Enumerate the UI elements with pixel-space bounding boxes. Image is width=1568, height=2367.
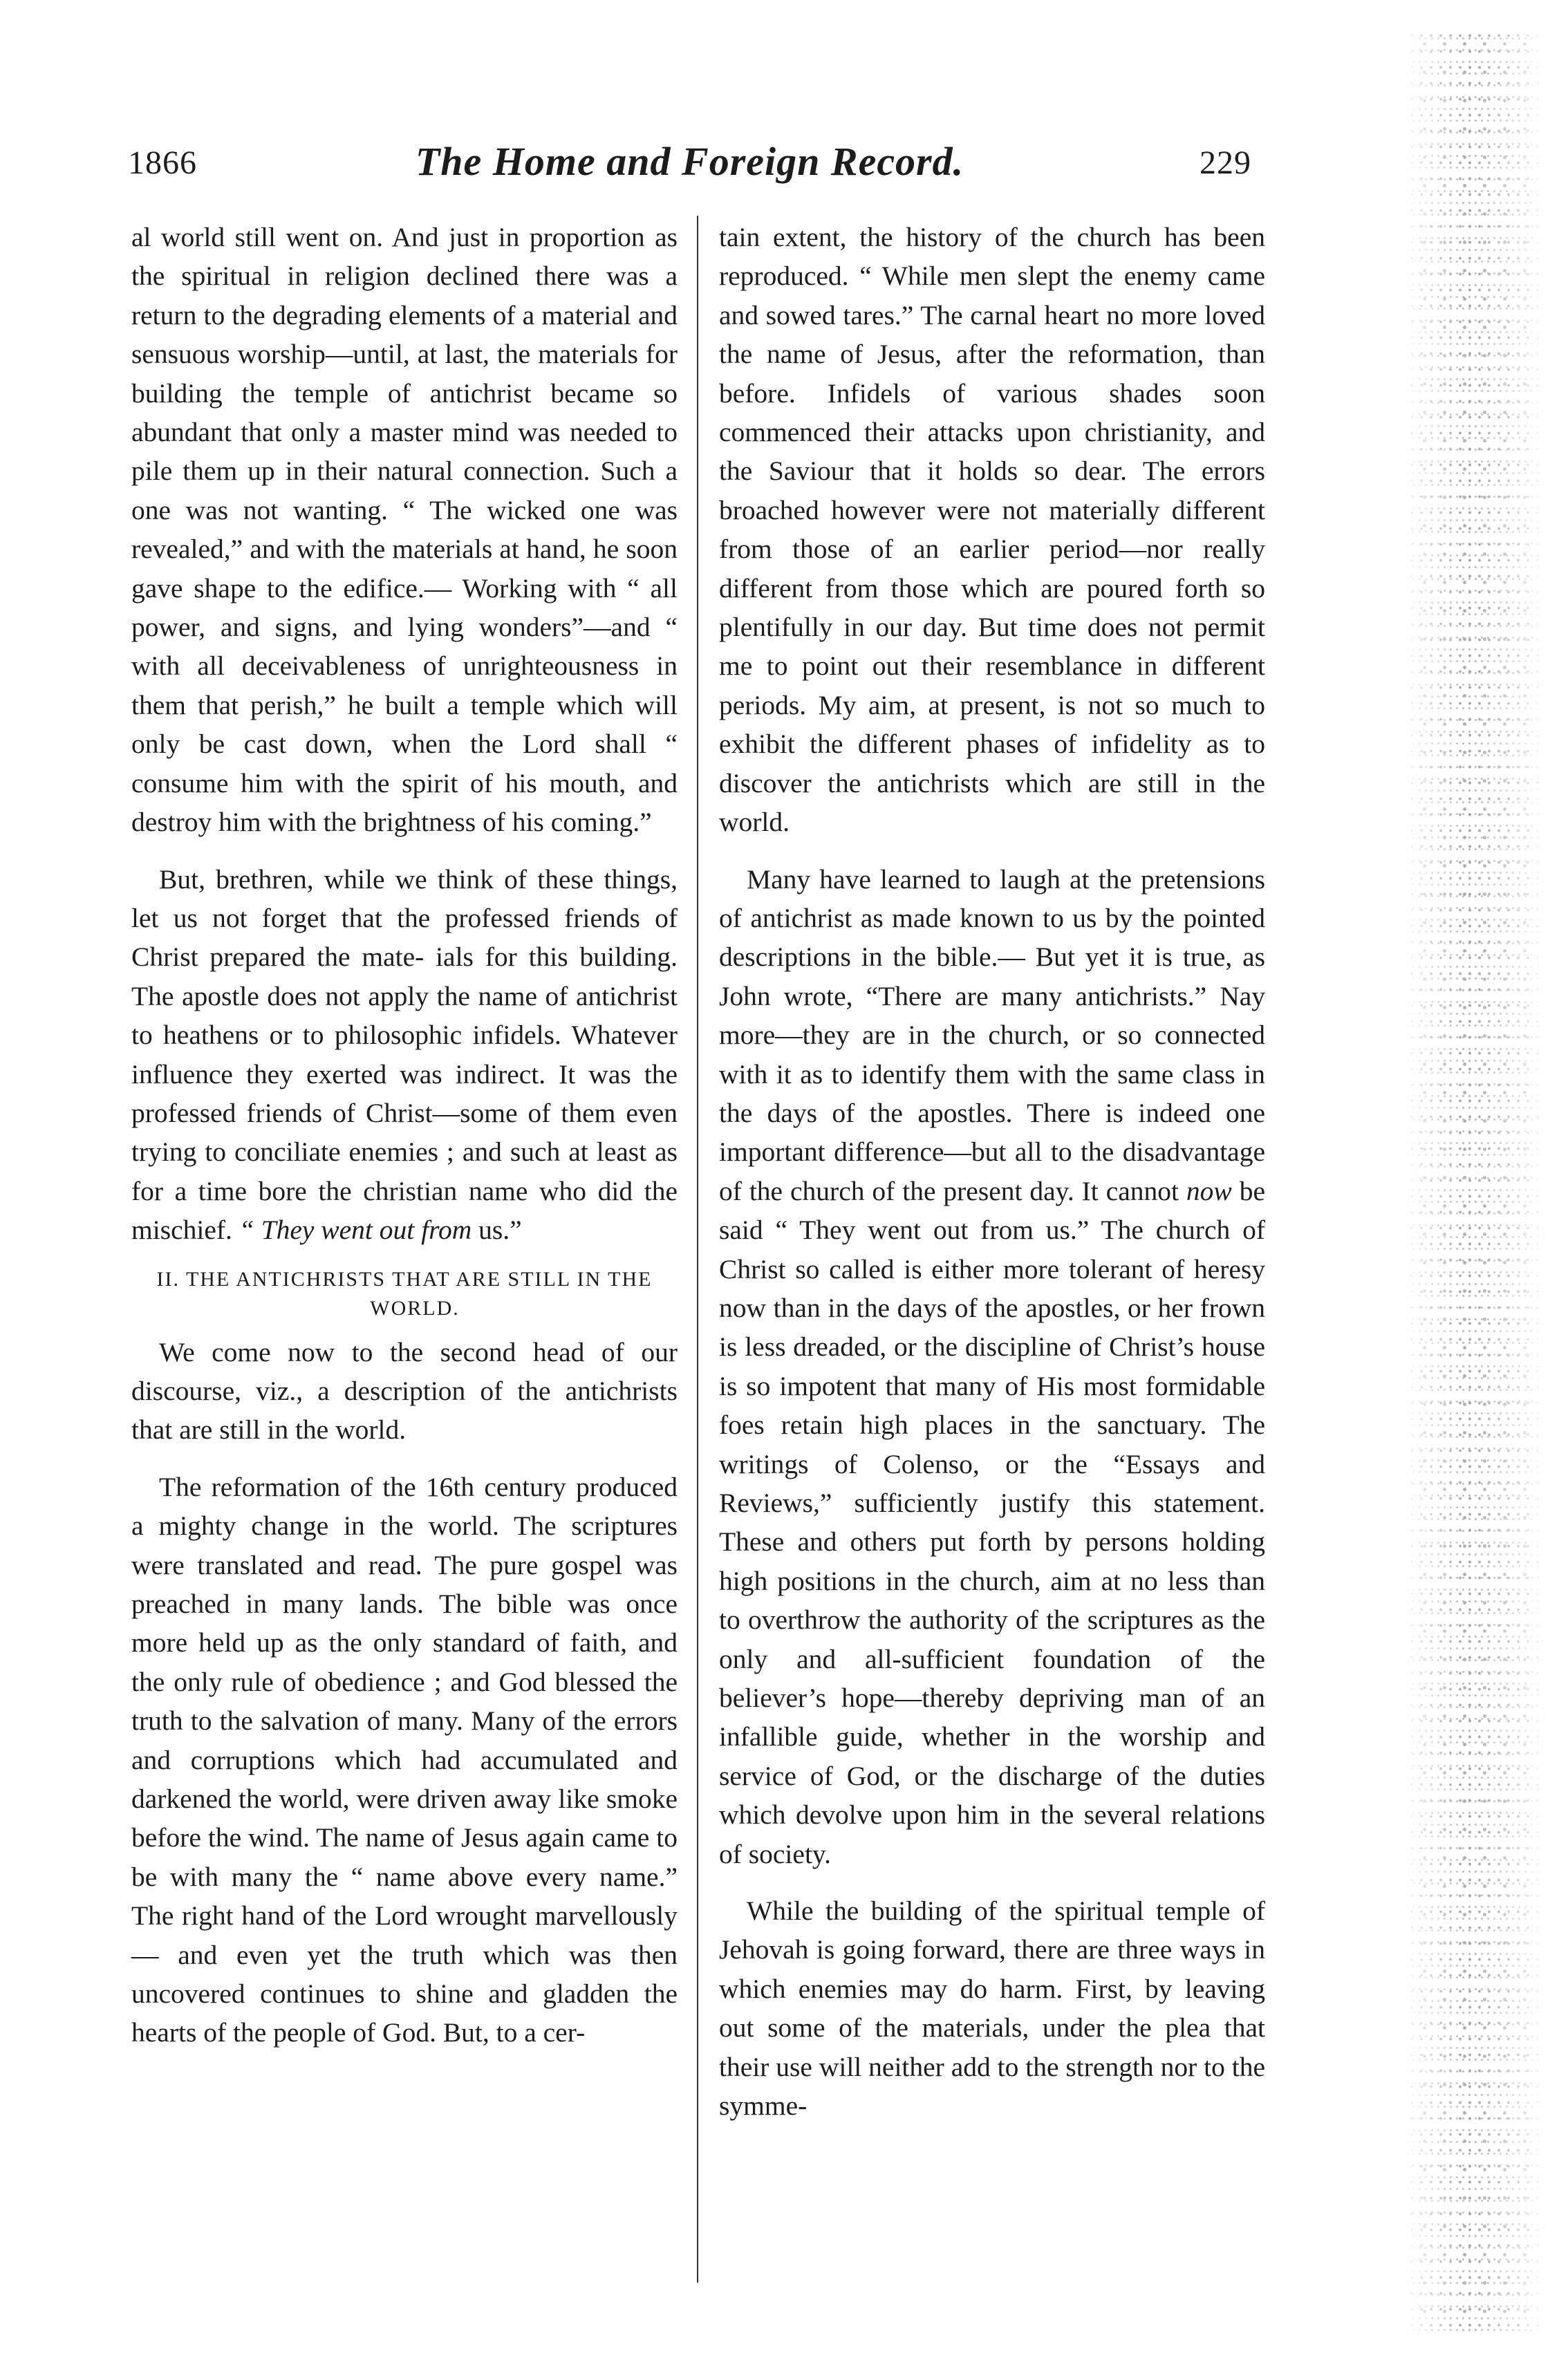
paragraph-text: But, brethren, while we think of these things, let us not forget that the professed friends of Christ prepared the mate- ials for this building. The apostle does not apply the name of antichrist to heathens or to philosophic infidels. Whatever influence they exerted was indirect. It was the professed friends of Christ—some of them even trying to conciliate enemies ; and such at least as for a time bore the christian name who did the mischief. xyxy=(131,863,678,1246)
section-heading: II. THE ANTICHRISTS THAT ARE STILL IN THE WORLD. xyxy=(156,1267,653,1320)
journal-title: The Home and Foreign Record. xyxy=(415,139,964,184)
paragraph-text: be said “ They went out from us.” The church of Christ so called is either more tolerant of heresy now than in the days of the apostles, or her frown is less dreaded, or the discipline of Christ’s house is so impotent that many of His most formidable foes retain high places in the sanctuary. The writings of Colenso, or the “Essays and Reviews,” sufficiently justify this statement. These and others put forth by persons holding high positions in the church, aim at no less than to overthrow the authority of the scriptures as the only and all-sufficient foundation of the believer’s hope—thereby depriving man of an infallible guide, whether in the worship and service of God, or the discharge of the duties which devolve upon him in the several relations of society. xyxy=(719,1175,1265,1869)
scan-edge-fade xyxy=(1407,28,1545,2337)
column-divider xyxy=(697,216,698,2283)
paragraph: al world still went on. And just in proportion as the spiritual in religion declined there was a return to the degrading elements of a material and sensuous worship—until, at last, the materials for building the temple of antichrist became so abundant that only a master mind was needed to pile them up in their natural connection. Such a one was not wanting. “ The wicked one was revealed,” and with the materials at hand, he soon gave shape to the edifice.— Working with “ all power, and signs, and lying wonders”—and “ with all deceivableness of unrighteousness in them that perish,” he built a temple which will only be cast down, when the Lord shall “ consume him with the spirit of his mouth, and destroy him with the brightness of his coming.” xyxy=(131,222,678,838)
header-year: 1866 xyxy=(128,144,197,181)
left-column xyxy=(131,218,678,2052)
paragraph: We come now to the second head of our discourse, viz., a description of the antichrists that are still in the world. xyxy=(131,1336,678,1446)
paragraph-text: us.” xyxy=(478,1215,522,1246)
italic-word: now xyxy=(1186,1175,1232,1206)
paragraph xyxy=(131,860,678,1250)
page-number: 229 xyxy=(1200,144,1251,181)
paragraph: tain extent, the history of the church has been reproduced. “ While men slept the enemy came and sowed tares.” The carnal heart no more loved the name of Jesus, after the reformation, than before. Infidels of various shades soon commenced their attacks upon christianity, and the Saviour that it holds so dear. The errors broached however were not materially different from those of an earlier period—nor really different from those which are poured forth so plentifully in our day. But time does not permit me to point out their resemblance in different periods. My aim, at present, is not so much to exhibit the different phases of infidelity as to discover the antichrists which are still in the world. xyxy=(719,222,1265,838)
paragraph-text: Many have learned to laugh at the pretensions of antichrist as made known to us by the pointed descriptions in the bible.— But yet it is true, as John wrote, “There are many antichrists.” Nay more—they are in the church, or so connected with it as to identify them with the same class in the days of the apostles. There is indeed one important difference—but all to the disadvantage of the church of the present day. It cannot xyxy=(719,863,1265,1206)
running-header xyxy=(128,138,1251,194)
italic-quote: “ They went out from xyxy=(239,1215,472,1246)
paragraph: The reformation of the 16th century produced a mighty change in the world. The scriptures were translated and read. The pure gospel was preached in many lands. The bible was once more held up as the only standard of faith, and the only rule of obedience ; and God blessed the truth to the salvation of many. Many of the errors and corruptions which had accumulated and darkened the world, were driven away like smoke before the wind. The name of Jesus again came to be with many the “ name above every name.” The right hand of the Lord wrought marvellously— and even yet the truth which was then uncovered continues to shine and gladden the hearts of the people of God. But, to a cer- xyxy=(131,1471,678,2048)
paragraph xyxy=(719,860,1265,1874)
paragraph: While the building of the spiritual temple of Jehovah is going forward, there are three ways in which enemies may do harm. First, by leaving out some of the materials, under the plea that their use will neither add to the strength nor to the symme- xyxy=(719,1896,1265,2122)
right-column xyxy=(719,218,1265,2126)
